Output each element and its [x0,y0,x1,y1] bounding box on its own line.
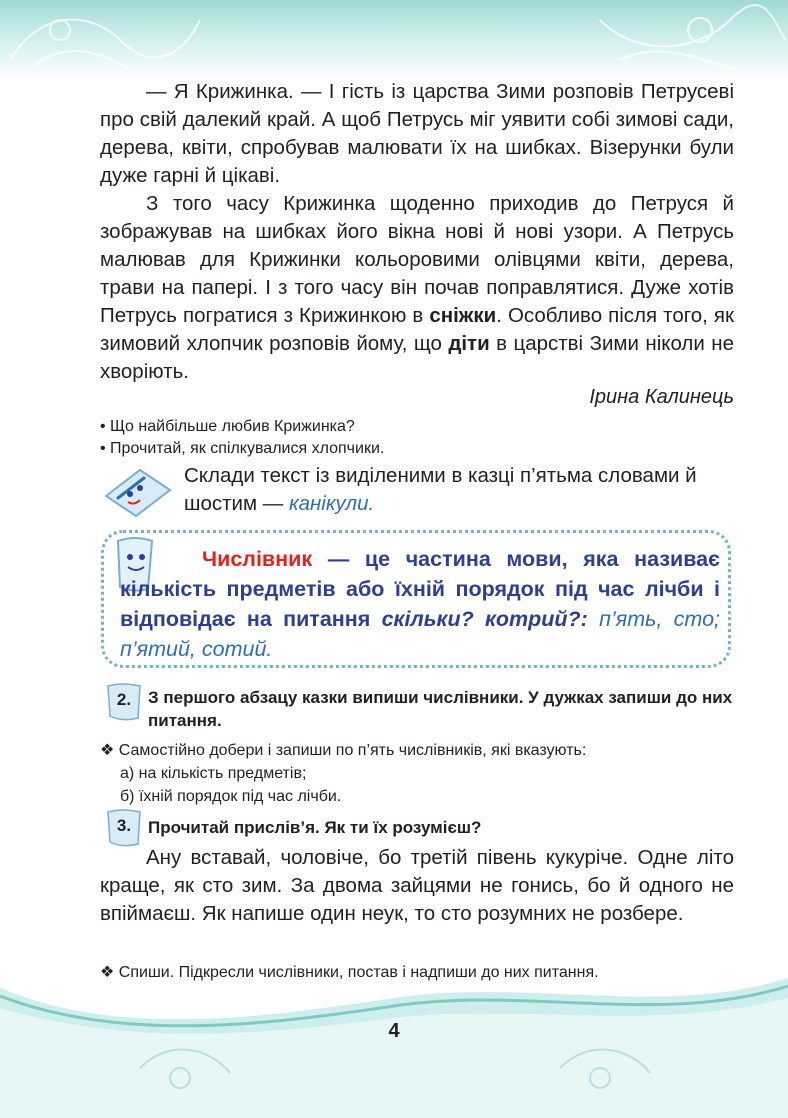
pencil-scroll-icon [100,460,176,520]
proverbs-paragraph: Ану вставай, чоловіче, бо третій півень кукуріче. Одне літо краще, як сто зим. За двома зайцями не гонись, бо й одного не впіймаєш. Як напише один неук, то сто розумних не розбере. [100,846,734,925]
exercise-3-title: Прочитай прислів’я. Як ти їх розумієш? [148,818,482,837]
rule-definition: Числівник — це частина мови, яка називає кількість предметів або їхній порядок під час лічби і відповідає на питання скільки? котрий?: п’ять, сто; п’ятий, сотий. [120,547,721,661]
bold-word-snizhky: сніжки [429,304,497,327]
story-paragraph-2: З того часу Крижинка щоденно приходив до Петруся й зображував на шибках його вікна нові й нові узори. А Петрусь малював для Крижинки кольоровими олівцями квіти, дерева, трави на папері. І з того часу він почав поправлятися. Дуже хотів Петрусь погратися з Крижинкою в сніжки. Особливо після того, як зимовий хлопчик розповів йому, що діти в царстві Зими ніколи не хворіють. [100,192,734,383]
exercise-number-badge: 2. [104,682,144,722]
story-author: Ірина Калинець [589,386,734,408]
exercise-2-item-a: а) на кількість предметів; [120,765,307,782]
wave-ornament-icon [0,978,788,1118]
story-paragraph-1: — Я Крижинка. — І гість із царства Зими розповів Петрусеві про свій далекий край. А щоб Петрусь міг уявити собі зимові сади, дерева, квіти, спробував малювати їх на шибках. Візерунки були дуже гарні й цікаві. [100,80,734,187]
frost-ornament-icon [0,0,788,80]
bottom-ornament [0,978,788,1118]
task-text: Склади текст із виділеними в казці п’ятьма словами й шостим — канікули. [184,464,697,515]
bold-word-dity: діти [448,332,490,355]
exercise-2-sub: ❖ Самостійно добери і запиши по п’ять числівників, які вказують: [100,742,587,759]
exercise-3-sub: ❖ Спиши. Підкресли числівники, постав і надпиши до них питання. [100,964,599,981]
exercise-number-badge: 3. [104,808,144,848]
rule-term: Числівник [202,547,313,571]
exercise-2-item-b: б) їхній порядок під час лічби. [120,788,342,805]
question-1: • Що найбільше любив Крижинка? [100,418,355,435]
top-ornament [0,0,788,80]
vacation-word: канікули. [288,492,375,515]
page-number: 4 [388,1020,400,1042]
question-2: • Прочитай, як спілкувалися хлопчики. [100,440,385,457]
rule-examples: п’ять, сто; п’ятий, сотий. [120,607,721,661]
exercise-2-title: З першого абзацу казки випиши числівники. У дужках запиши до них питання. [148,688,733,730]
